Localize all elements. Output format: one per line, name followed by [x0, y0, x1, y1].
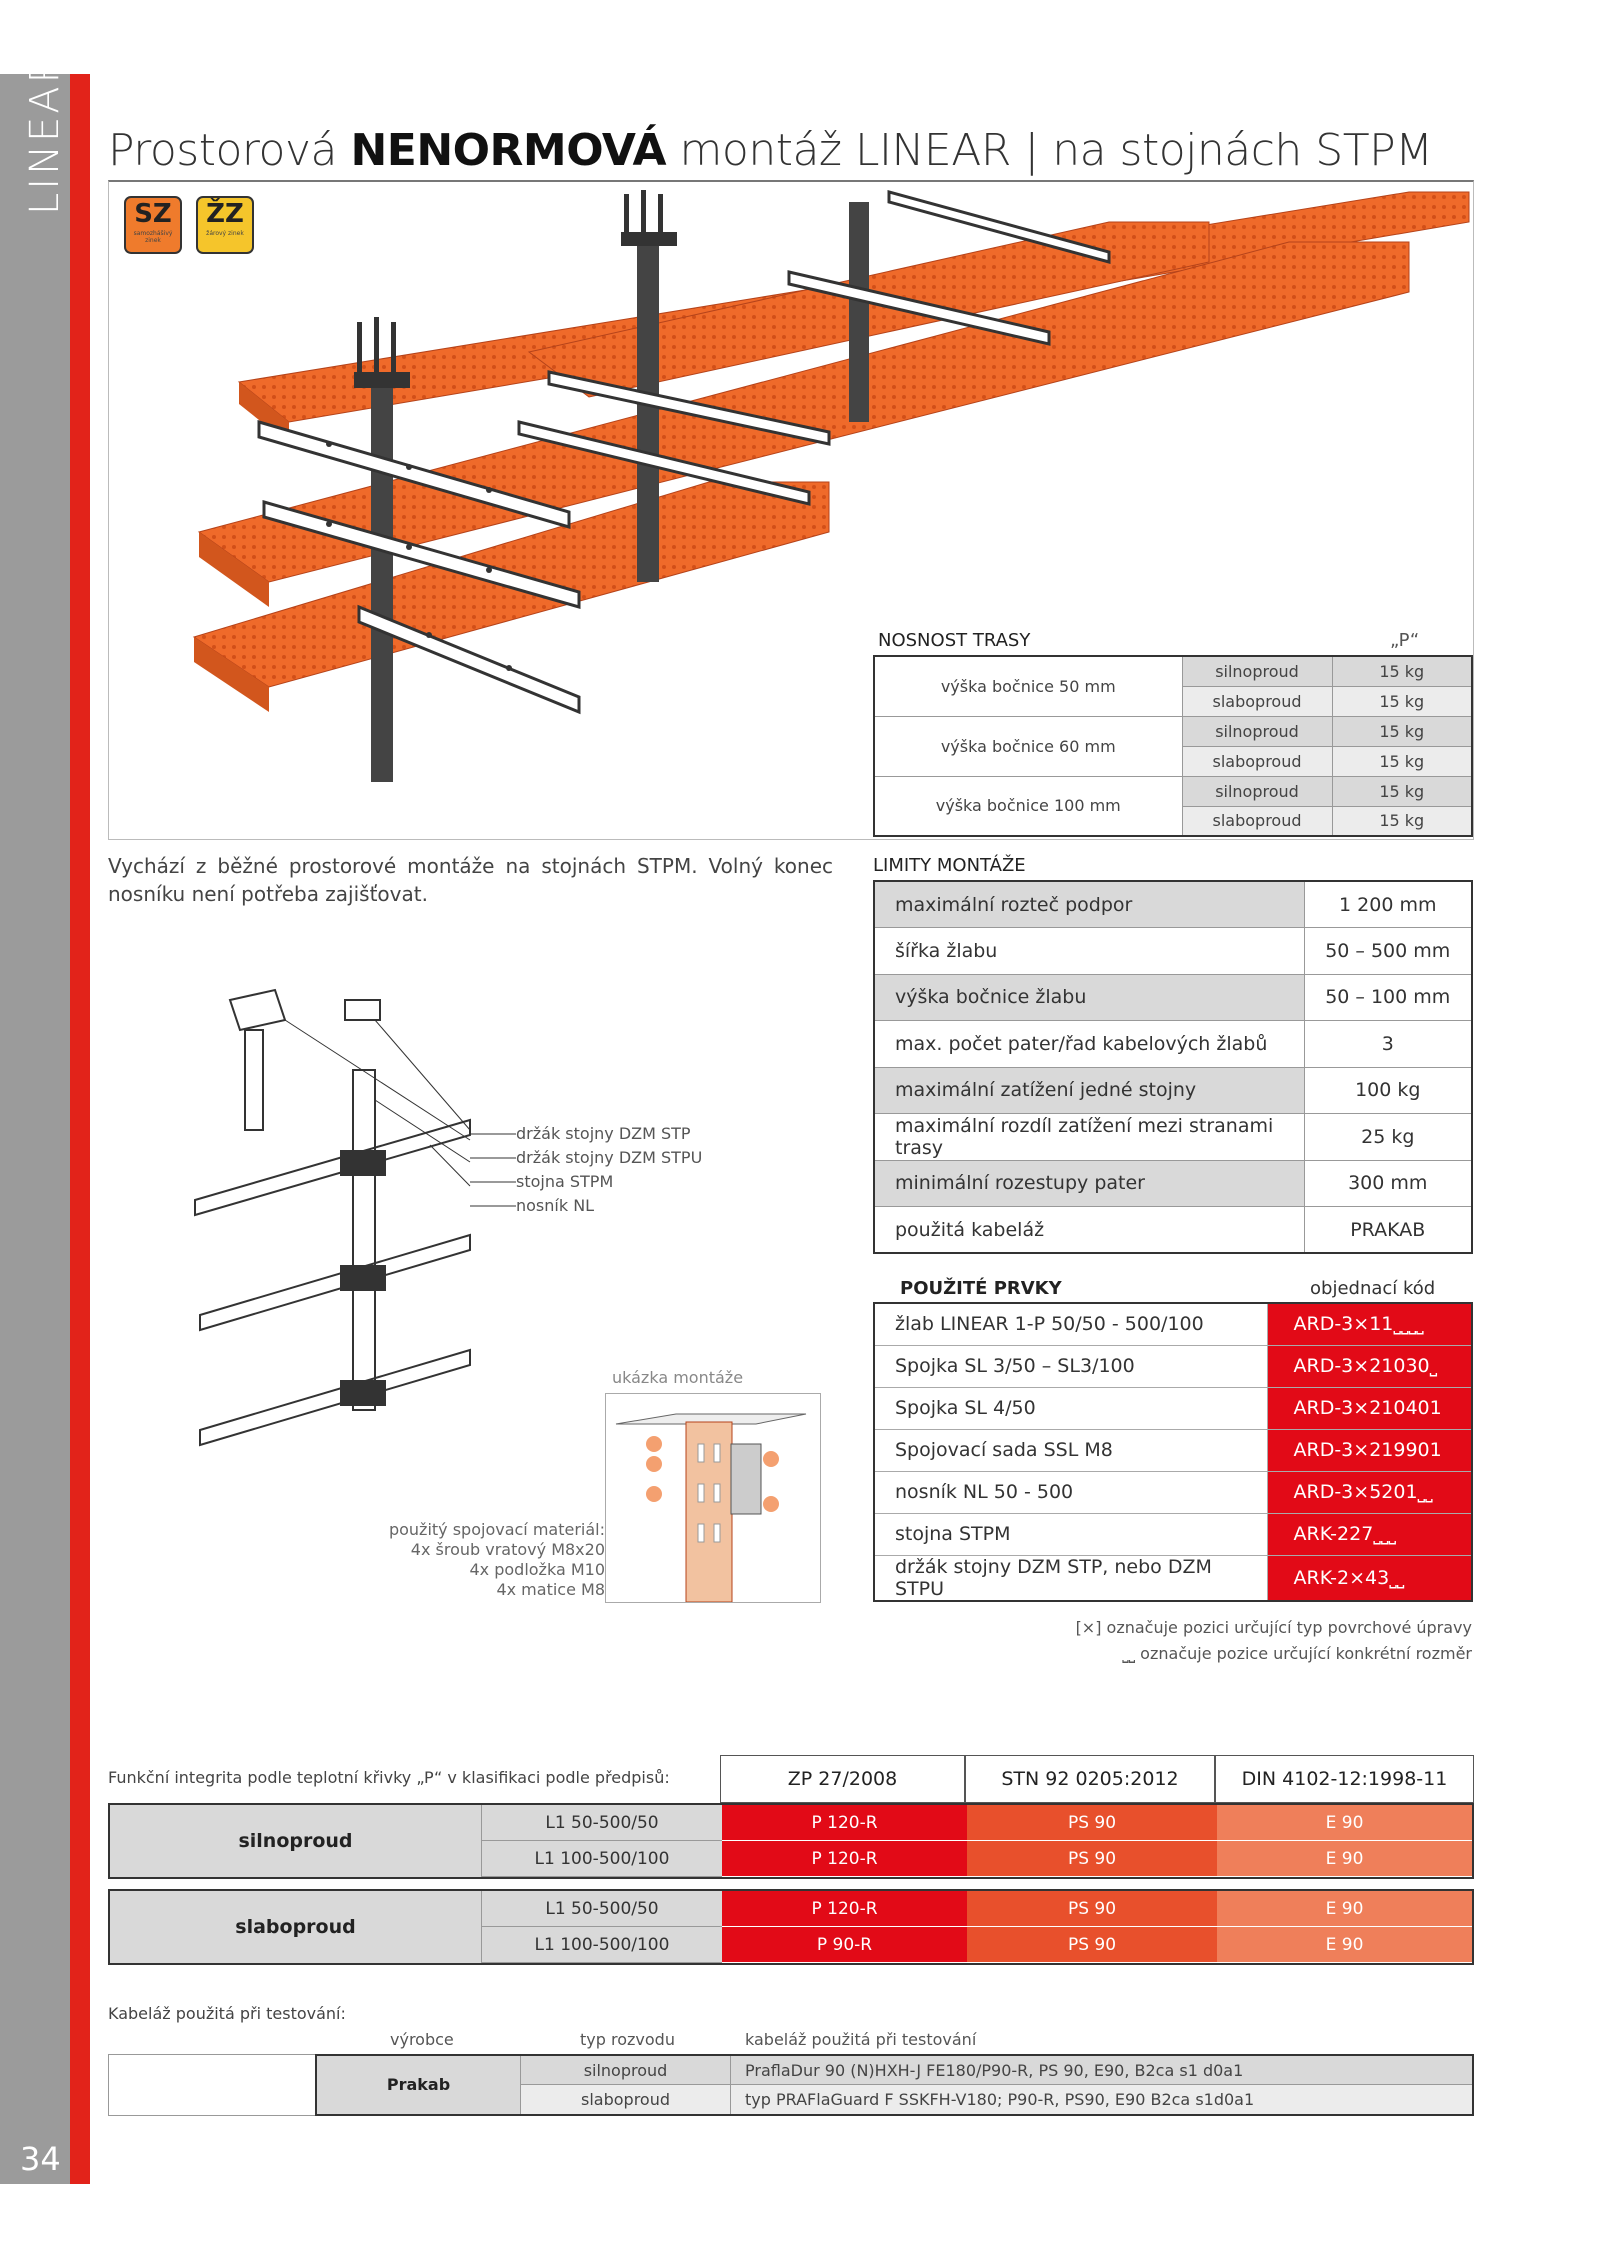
fi-zp: P 120-R: [722, 1805, 967, 1841]
mini-title: ukázka montáže: [612, 1368, 744, 1387]
material-list: [389, 1520, 605, 1600]
prvky-label: žlab LINEAR 1-P 50/50 - 500/100: [874, 1303, 1267, 1345]
limity-label: šířka žlabu: [874, 928, 1304, 975]
nosnost-title: NOSNOST TRASY: [878, 630, 1031, 651]
fi-zp: P 120-R: [722, 1841, 967, 1877]
limity-title: LIMITY MONTÁŽE: [873, 855, 1026, 876]
nosnost-type: slaboproud: [1182, 806, 1332, 836]
prvky-code: ARD-3×219901: [1267, 1429, 1472, 1471]
prvky-label: Spojka SL 3/50 – SL3/100: [874, 1345, 1267, 1387]
nosnost-type: silnoproud: [1182, 776, 1332, 806]
limity-value: 3: [1304, 1021, 1472, 1068]
kab-header-kabelaz: kabeláž použitá při testování: [745, 2030, 977, 2049]
intro-text: Vychází z běžné prostorové montáže na stojnách STPM. Volný konec nosníku není potřeba zajišťovat.: [108, 854, 833, 906]
nosnost-value: 15 kg: [1332, 806, 1472, 836]
prvky-label: nosník NL 50 - 500: [874, 1471, 1267, 1513]
badge-zz: ŽZ žárový zinek: [196, 196, 254, 254]
nosnost-type: silnoproud: [1182, 716, 1332, 746]
prvky-note-1: [×] označuje pozici určující typ povrchové úpravy: [1075, 1618, 1472, 1637]
kab-header-vyrobce: výrobce: [390, 2030, 454, 2049]
kabelaz-label: Kabeláž použitá při testování:: [108, 2004, 346, 2023]
limity-value: 50 – 500 mm: [1304, 928, 1472, 975]
mini-assembly-illustration: [606, 1394, 820, 1602]
page-number: 34: [20, 2140, 61, 2178]
prvky-table: [873, 1302, 1473, 1602]
fi-din: E 90: [1217, 1841, 1472, 1877]
limity-label: maximální zatížení jedné stojny: [874, 1067, 1304, 1114]
fi-din: E 90: [1217, 1927, 1472, 1963]
diagram-label: nosník NL: [516, 1196, 595, 1215]
limity-label: výška bočnice žlabu: [874, 974, 1304, 1021]
fi-l: L1 100-500/100: [482, 1841, 722, 1877]
fi-group-name: silnoproud: [110, 1805, 482, 1877]
sidebar-red-band: [70, 74, 90, 2184]
prvky-label: Spojovací sada SSL M8: [874, 1429, 1267, 1471]
nosnost-type: slaboproud: [1182, 746, 1332, 776]
prvky-code: ARD-3×11⎵⎵⎵⎵: [1267, 1303, 1472, 1345]
nosnost-height: výška bočnice 60 mm: [874, 716, 1182, 776]
prvky-title: POUŽITÉ PRVKY: [900, 1278, 1062, 1299]
kabelaz-table: [315, 2054, 1474, 2116]
nosnost-table: [873, 655, 1473, 837]
nosnost-value: 15 kg: [1332, 716, 1472, 746]
diagram-label: držák stojny DZM STPU: [516, 1148, 703, 1167]
page-title: Prostorová NENORMOVÁ montáž LINEAR | na stojnách STPM: [108, 125, 1433, 176]
kab-header-typ: typ rozvodu: [580, 2030, 675, 2049]
limity-table: [873, 880, 1473, 1254]
limity-label: minimální rozestupy pater: [874, 1160, 1304, 1207]
material-item: 4x šroub vratový M8x20: [410, 1540, 605, 1559]
limity-value: 100 kg: [1304, 1067, 1472, 1114]
diagram-label: stojna STPM: [516, 1172, 614, 1191]
limity-label: maximální rozdíl zatížení mezi stranami trasy: [874, 1114, 1304, 1161]
limity-value: PRAKAB: [1304, 1207, 1472, 1254]
prvky-code: ARD-3×21030⎵: [1267, 1345, 1472, 1387]
sidebar-gray-band: [0, 74, 70, 2184]
mini-assembly-box: [605, 1393, 821, 1603]
fi-stn: PS 90: [967, 1927, 1217, 1963]
material-item: 4x podložka M10: [469, 1560, 605, 1579]
kab-typ: slaboproud: [521, 2085, 731, 2114]
diagram-label: držák stojny DZM STP: [516, 1124, 691, 1143]
nosnost-value: 15 kg: [1332, 746, 1472, 776]
nosnost-column-header: „P“: [1390, 630, 1420, 651]
prvky-code: ARD-3×5201⎵⎵: [1267, 1471, 1472, 1513]
fi-stn: PS 90: [967, 1805, 1217, 1841]
fi-din: E 90: [1217, 1805, 1472, 1841]
limity-label: použitá kabeláž: [874, 1207, 1304, 1254]
prvky-code: ARK-2×43⎵⎵: [1267, 1555, 1472, 1601]
fi-stn: PS 90: [967, 1891, 1217, 1927]
fi-l: L1 100-500/100: [482, 1927, 722, 1963]
kab-typ: silnoproud: [521, 2056, 731, 2085]
nosnost-height: výška bočnice 50 mm: [874, 656, 1182, 716]
prvky-label: držák stojny DZM STP, nebo DZM STPU: [874, 1555, 1267, 1601]
section-label: LINEAR: [22, 52, 68, 215]
fi-group-silnoproud: [108, 1803, 1474, 1879]
kab-desc: PraflaDur 90 (N)HXH-J FE180/P90-R, PS 90, E90, B2ca s1 d0a1: [731, 2056, 1472, 2085]
nosnost-type: slaboproud: [1182, 686, 1332, 716]
limity-value: 25 kg: [1304, 1114, 1472, 1161]
prvky-label: Spojka SL 4/50: [874, 1387, 1267, 1429]
limity-value: 1 200 mm: [1304, 881, 1472, 928]
assembly-diagram: [190, 980, 490, 1460]
diagram-leader-lines: [470, 1130, 516, 1210]
nosnost-value: 15 kg: [1332, 776, 1472, 806]
nosnost-value: 15 kg: [1332, 686, 1472, 716]
prvky-code: ARD-3×210401: [1267, 1387, 1472, 1429]
prvky-code-header: objednací kód: [1310, 1278, 1436, 1299]
prvky-label: stojna STPM: [874, 1513, 1267, 1555]
fi-stn: PS 90: [967, 1841, 1217, 1877]
limity-label: maximální rozteč podpor: [874, 881, 1304, 928]
fi-header-zp: ZP 27/2008: [720, 1755, 965, 1803]
nosnost-height: výška bočnice 100 mm: [874, 776, 1182, 836]
prvky-note-2: ⎵⎵ označuje pozice určující konkrétní rozměr: [1122, 1644, 1472, 1663]
fi-header-stn: STN 92 0205:2012: [965, 1755, 1215, 1803]
fi-zp: P 120-R: [722, 1891, 967, 1927]
prvky-code: ARK-227⎵⎵⎵: [1267, 1513, 1472, 1555]
badge-sz: SZ samozhášivý zinek: [124, 196, 182, 254]
material-heading: použitý spojovací materiál:: [388, 1520, 605, 1539]
fi-l: L1 50-500/50: [482, 1891, 722, 1927]
fi-group-slaboproud: [108, 1889, 1474, 1965]
fi-din: E 90: [1217, 1891, 1472, 1927]
nosnost-type: silnoproud: [1182, 656, 1332, 686]
kab-vyrobce: Prakab: [317, 2056, 521, 2114]
limity-value: 300 mm: [1304, 1160, 1472, 1207]
material-item: 4x matice M8: [496, 1580, 605, 1599]
nosnost-value: 15 kg: [1332, 656, 1472, 686]
fi-l: L1 50-500/50: [482, 1805, 722, 1841]
fi-header-din: DIN 4102-12:1998-11: [1215, 1755, 1474, 1803]
kab-desc: typ PRAFlaGuard F SSKFH-V180; P90-R, PS90, E90 B2ca s1d0a1: [731, 2085, 1472, 2114]
funkcni-label: Funkční integrita podle teplotní křivky „P“ v klasifikaci podle předpisů:: [108, 1768, 670, 1787]
limity-label: max. počet pater/řad kabelových žlabů: [874, 1021, 1304, 1068]
fi-group-name: slaboproud: [110, 1891, 482, 1963]
limity-value: 50 – 100 mm: [1304, 974, 1472, 1021]
fi-zp: P 90-R: [722, 1927, 967, 1963]
